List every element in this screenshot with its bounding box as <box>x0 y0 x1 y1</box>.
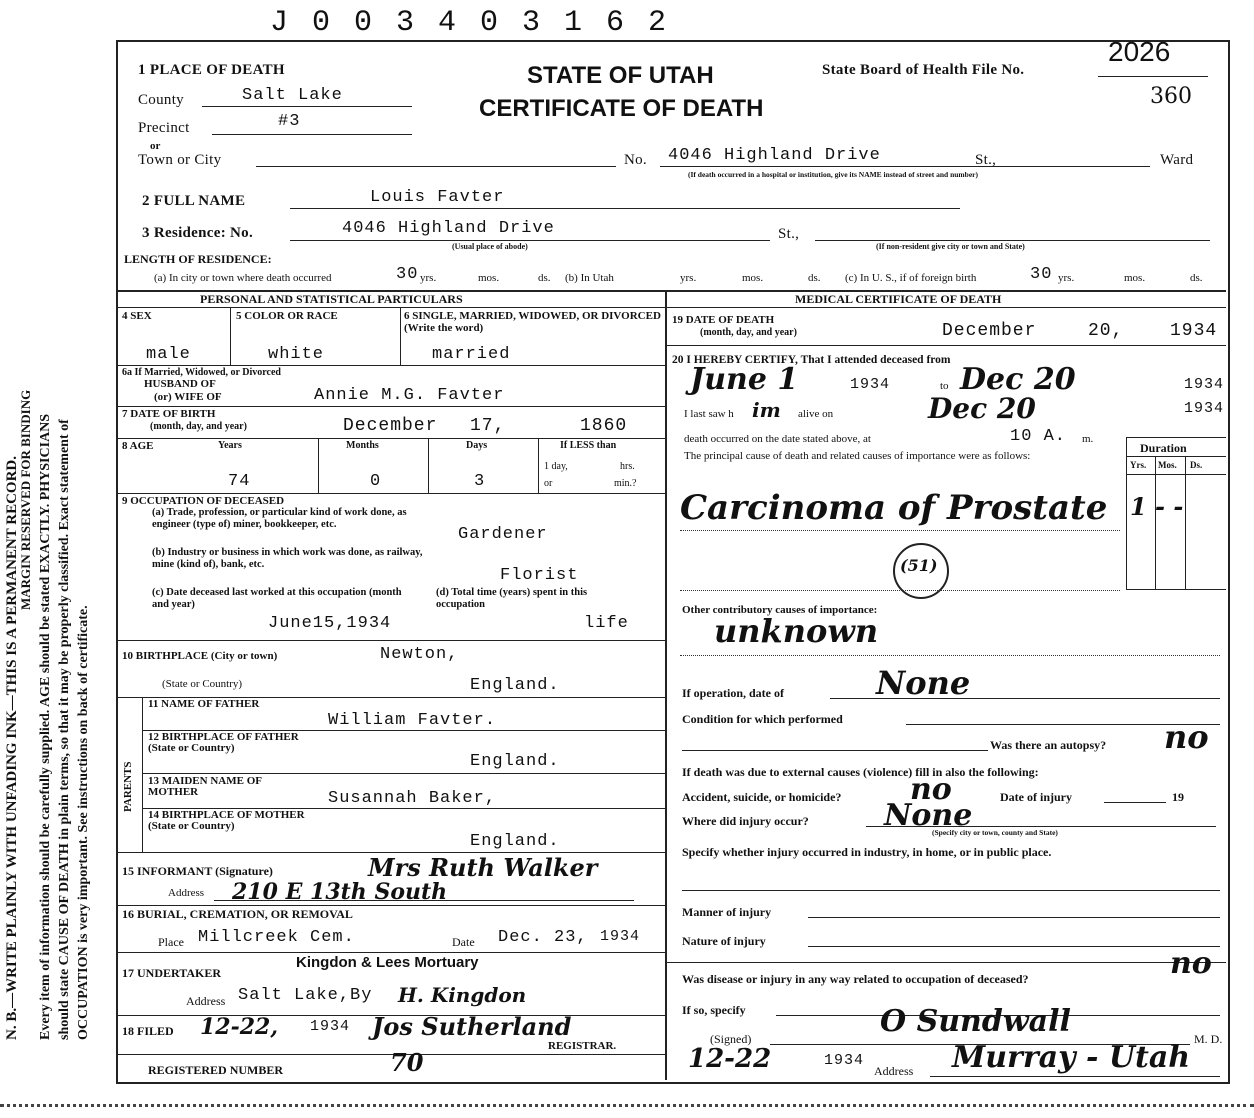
industry-value: Florist <box>500 566 579 585</box>
or-min-label: or <box>544 478 553 489</box>
dod-label: 19 DATE OF DEATH <box>672 314 775 326</box>
residence-value: 4046 Highland Drive <box>342 219 555 238</box>
parents-label: PARENTS <box>122 761 134 812</box>
length-c-label: (c) In U. S., if of foreign birth <box>845 272 977 284</box>
holes-border <box>0 1104 1254 1107</box>
st-label: St., <box>975 152 997 168</box>
dod-day: 20, <box>1088 321 1124 341</box>
residence-label: 3 Residence: No. <box>142 225 254 241</box>
color-label: 5 COLOR OR RACE <box>236 310 338 322</box>
occupation-label: 9 OCCUPATION OF DECEASED <box>122 495 285 507</box>
less-than-label: If LESS than <box>560 440 617 451</box>
undertaker-address: Salt Lake,By <box>238 986 373 1005</box>
dob-day: 17, <box>470 416 506 436</box>
ward-label: Ward <box>1160 152 1194 168</box>
document-number: J 0 0 3 4 0 3 1 6 2 <box>270 6 670 40</box>
m-label: m. <box>1082 433 1094 445</box>
where-note: (Specify city or town, county and State) <box>932 828 1058 837</box>
dob-label: 7 DATE OF BIRTH <box>122 408 216 420</box>
age-days: 3 <box>474 472 486 491</box>
margin-line-3: should state CAUSE OF DEATH in plain terms, so that it may be properly classified. Exact statement of <box>57 419 72 1040</box>
precinct-label: Precinct <box>138 120 190 136</box>
registered-number: 70 <box>390 1048 424 1077</box>
attended-to-year: 1934 <box>1184 376 1225 393</box>
father-label: 11 NAME OF FATHER <box>148 698 260 710</box>
last-saw-year: 1934 <box>1184 400 1225 417</box>
age-months: 0 <box>370 472 382 491</box>
sex-label: 4 SEX <box>122 310 152 322</box>
length-b-label: (b) In Utah <box>565 272 614 284</box>
cause-code: (51) <box>900 556 938 575</box>
undertaker-address-label: Address <box>186 994 226 1008</box>
autopsy-value: no <box>1164 718 1209 756</box>
length-a-yrs: yrs. <box>420 272 437 284</box>
birthplace-label: 10 BIRTHPLACE (City or town) <box>122 650 278 662</box>
usual-note: (Usual place of abode) <box>452 242 528 251</box>
physician-signature: O Sundwall <box>880 1004 1071 1039</box>
personal-heading: PERSONAL AND STATISTICAL PARTICULARS <box>200 292 463 306</box>
operation-value: None <box>876 664 971 702</box>
specify-label: Specify whether injury occurred in industry, in home, or in public place. <box>682 845 1052 859</box>
one-day-label: 1 day, <box>544 461 568 472</box>
burial-year-value: 1934 <box>600 928 641 945</box>
margin-binding: MARGIN RESERVED FOR BINDING <box>18 389 33 610</box>
registered-number-label: REGISTERED NUMBER <box>148 1063 284 1077</box>
informant-label: 15 INFORMANT (Signature) <box>122 864 273 878</box>
occupation-d-label: (d) Total time (years) spent in this occupation <box>436 587 588 610</box>
attended-from-year: 1934 <box>850 376 891 393</box>
accident-label: Accident, suicide, or homicide? <box>682 790 842 804</box>
occ-related-value: no <box>1170 946 1212 981</box>
total-time-value: life <box>584 614 629 633</box>
margin-line-4: OCCUPATION is very important. See instructions on back of certificate. <box>76 605 91 1040</box>
dod-sub: (month, day, and year) <box>700 327 797 338</box>
street-value: 4046 Highland Drive <box>668 146 881 165</box>
town-label: Town or City <box>138 152 222 168</box>
length-a-ds: ds. <box>538 272 551 284</box>
filed-label: 18 FILED <box>122 1024 174 1038</box>
birthplace-city: Newton, <box>380 645 459 664</box>
mother-label: 13 MAIDEN NAME OF MOTHER <box>148 775 262 798</box>
margin-line-2: Every item of information should be carefully supplied. AGE should be stated EXACTLY. PHYSICIANS <box>38 413 53 1040</box>
board-file-label: State Board of Health File No. <box>822 62 1025 78</box>
length-b-ds: ds. <box>808 272 821 284</box>
board-file-sub: 360 <box>1150 84 1192 109</box>
margin-line-1: N. B.—WRITE PLAINLY WITH UNFADING INK—THIS IS A PERMANENT RECORD. <box>4 456 20 1040</box>
or-label: or <box>150 140 161 152</box>
cause-label: The principal cause of death and related causes of importance were as follows: <box>684 450 1031 462</box>
attended-to: Dec 20 <box>960 362 1076 397</box>
spouse-label-a: 6a If Married, Widowed, or Divorced <box>122 367 281 378</box>
last-saw-date: Dec 20 <box>928 392 1036 425</box>
spouse-label-b: HUSBAND OF <box>144 378 216 390</box>
occupation-a-label: (a) Trade, profession, or particular kind of work done, as engineer (type of) miner, bookkeeper, etc. <box>152 507 407 530</box>
accident-value: no <box>910 772 952 807</box>
registrar-label: REGISTRAR. <box>548 1040 617 1052</box>
length-c-yrs: yrs. <box>1058 272 1075 284</box>
external-label: If death was due to external causes (violence) fill in also the following: <box>682 765 1039 779</box>
birthplace-country: England. <box>470 676 560 695</box>
physician-address-label: Address <box>874 1064 914 1078</box>
last-saw-him: im <box>752 398 781 422</box>
md-label: M. D. <box>1194 1032 1223 1046</box>
age-years: 74 <box>228 472 251 491</box>
filed-year: 1934 <box>310 1018 351 1035</box>
mother-birthplace-value: England. <box>470 832 560 851</box>
length-b-yrs: yrs. <box>680 272 697 284</box>
months-label: Months <box>346 440 379 451</box>
length-c-mos: mos. <box>1124 272 1146 284</box>
spouse-label-c: (or) WIFE OF <box>154 391 222 403</box>
where-value: None <box>884 798 973 833</box>
color-value: white <box>268 345 325 364</box>
occ-related-label: Was disease or injury in any way related to occupation of deceased? <box>682 972 1029 986</box>
min-label: min.? <box>614 478 637 489</box>
injury-year: 19 <box>1172 790 1184 804</box>
duration-mos: Mos. <box>1158 460 1177 470</box>
occurred-label: death occurred on the date stated above, at <box>684 433 871 445</box>
mother-birthplace-label: 14 BIRTHPLACE OF MOTHER (State or Country) <box>148 809 305 832</box>
father-value: William Favter. <box>328 711 497 730</box>
street-no-label: No. <box>624 152 647 168</box>
manner-label: Manner of injury <box>682 905 772 919</box>
length-c-value: 30 <box>1030 265 1053 284</box>
other-causes-value: unknown <box>714 612 879 650</box>
spouse-value: Annie M.G. Favter <box>314 386 505 405</box>
duration-yrs: Yrs. <box>1130 460 1147 470</box>
operation-label: If operation, date of <box>682 686 784 700</box>
full-name-value: Louis Favter <box>370 188 505 207</box>
burial-date-label: Date <box>452 935 475 949</box>
where-label: Where did injury occur? <box>682 814 809 828</box>
nonres-note: (If non-resident give city or town and State) <box>876 242 1025 251</box>
if-so-label: If so, specify <box>682 1003 746 1017</box>
undertaker-label: 17 UNDERTAKER <box>122 966 222 980</box>
father-birthplace-value: England. <box>470 752 560 771</box>
years-label: Years <box>218 440 242 451</box>
hospital-note: (If death occurred in a hospital or institution, give its NAME instead of street and number) <box>688 170 979 179</box>
hrs-label: hrs. <box>620 461 635 472</box>
signed-date: 12-22 <box>688 1044 772 1074</box>
injury-date-label: Date of injury <box>1000 790 1072 804</box>
informant-address: 210 E 13th South <box>232 879 448 905</box>
signed-label: (Signed) <box>710 1032 752 1046</box>
occupation-b-label: (b) Industry or business in which work was done, as railway, mine (kind of), bank, etc. <box>152 547 423 570</box>
cause-duration: 1 - - <box>1130 492 1184 521</box>
undertaker-signature: H. Kingdon <box>398 983 527 1007</box>
board-file-number: 2026 <box>1108 36 1171 67</box>
attended-from: June 1 <box>690 362 799 397</box>
last-worked-value: June15,1934 <box>268 614 392 633</box>
place-heading: 1 PLACE OF DEATH <box>138 62 285 78</box>
precinct-value: #3 <box>278 112 301 131</box>
autopsy-label: Was there an autopsy? <box>990 738 1107 752</box>
father-birthplace-label: 12 BIRTHPLACE OF FATHER (State or Country) <box>148 731 299 754</box>
burial-date-value: Dec. 23, <box>498 928 588 947</box>
death-time: 10 A. <box>1010 427 1067 446</box>
full-name-label: 2 FULL NAME <box>142 193 246 209</box>
other-causes-label: Other contributory causes of importance: <box>682 604 878 616</box>
dob-month: December <box>343 416 438 436</box>
length-label: LENGTH OF RESIDENCE: <box>124 252 272 266</box>
mother-value: Susannah Baker, <box>328 789 497 808</box>
duration-ds: Ds. <box>1190 460 1203 470</box>
dob-year: 1860 <box>580 416 628 436</box>
duration-label: Duration <box>1140 441 1187 455</box>
sex-value: male <box>146 345 191 364</box>
burial-place-label: Place <box>158 935 184 949</box>
county-value: Salt Lake <box>242 86 343 105</box>
last-saw-label: I last saw h <box>684 408 734 420</box>
burial-label: 16 BURIAL, CREMATION, OR REMOVAL <box>122 907 353 921</box>
condition-label: Condition for which performed <box>682 712 843 726</box>
length-b-mos: mos. <box>742 272 764 284</box>
length-c-ds: ds. <box>1190 272 1203 284</box>
informant-address-label: Address <box>168 887 205 899</box>
dod-year: 1934 <box>1170 321 1218 341</box>
length-a-label: (a) In city or town where death occurred <box>154 272 332 284</box>
days-label: Days <box>466 440 488 451</box>
physician-address: Murray - Utah <box>952 1040 1191 1075</box>
birthplace-state-label: (State or Country) <box>162 678 243 690</box>
cause-value: Carcinoma of Prostate <box>680 488 1108 528</box>
dob-sub: (month, day, and year) <box>150 421 247 432</box>
length-a-value: 30 <box>396 265 419 284</box>
burial-place-value: Millcreek Cem. <box>198 928 355 947</box>
occupation-c-label: (c) Date deceased last worked at this occupation (month and year) <box>152 587 402 610</box>
nature-label: Nature of injury <box>682 934 766 948</box>
medical-heading: MEDICAL CERTIFICATE OF DEATH <box>795 292 1002 306</box>
occupation-value: Gardener <box>458 525 548 544</box>
county-label: County <box>138 92 184 108</box>
undertaker-value: Kingdon & Lees Mortuary <box>296 954 479 971</box>
marital-value: married <box>432 345 511 364</box>
marital-label: 6 SINGLE, MARRIED, WIDOWED, OR DIVORCED (Write the word) <box>404 310 661 334</box>
signed-year: 1934 <box>824 1052 865 1069</box>
residence-st-label: St., <box>778 226 800 242</box>
dod-month: December <box>942 321 1037 341</box>
length-a-mos: mos. <box>478 272 500 284</box>
age-label: 8 AGE <box>122 440 154 452</box>
page-subtitle: CERTIFICATE OF DEATH <box>479 95 764 122</box>
to-label: to <box>940 380 949 392</box>
filed-date: 12-22, <box>200 1014 279 1040</box>
informant-signature: Mrs Ruth Walker <box>368 853 598 882</box>
page-title: STATE OF UTAH <box>527 62 714 89</box>
certify-label: 20 I HEREBY CERTIFY, That I attended deceased from <box>672 354 951 366</box>
registrar-signature: Jos Sutherland <box>372 1012 572 1041</box>
alive-on-label: alive on <box>798 408 834 420</box>
